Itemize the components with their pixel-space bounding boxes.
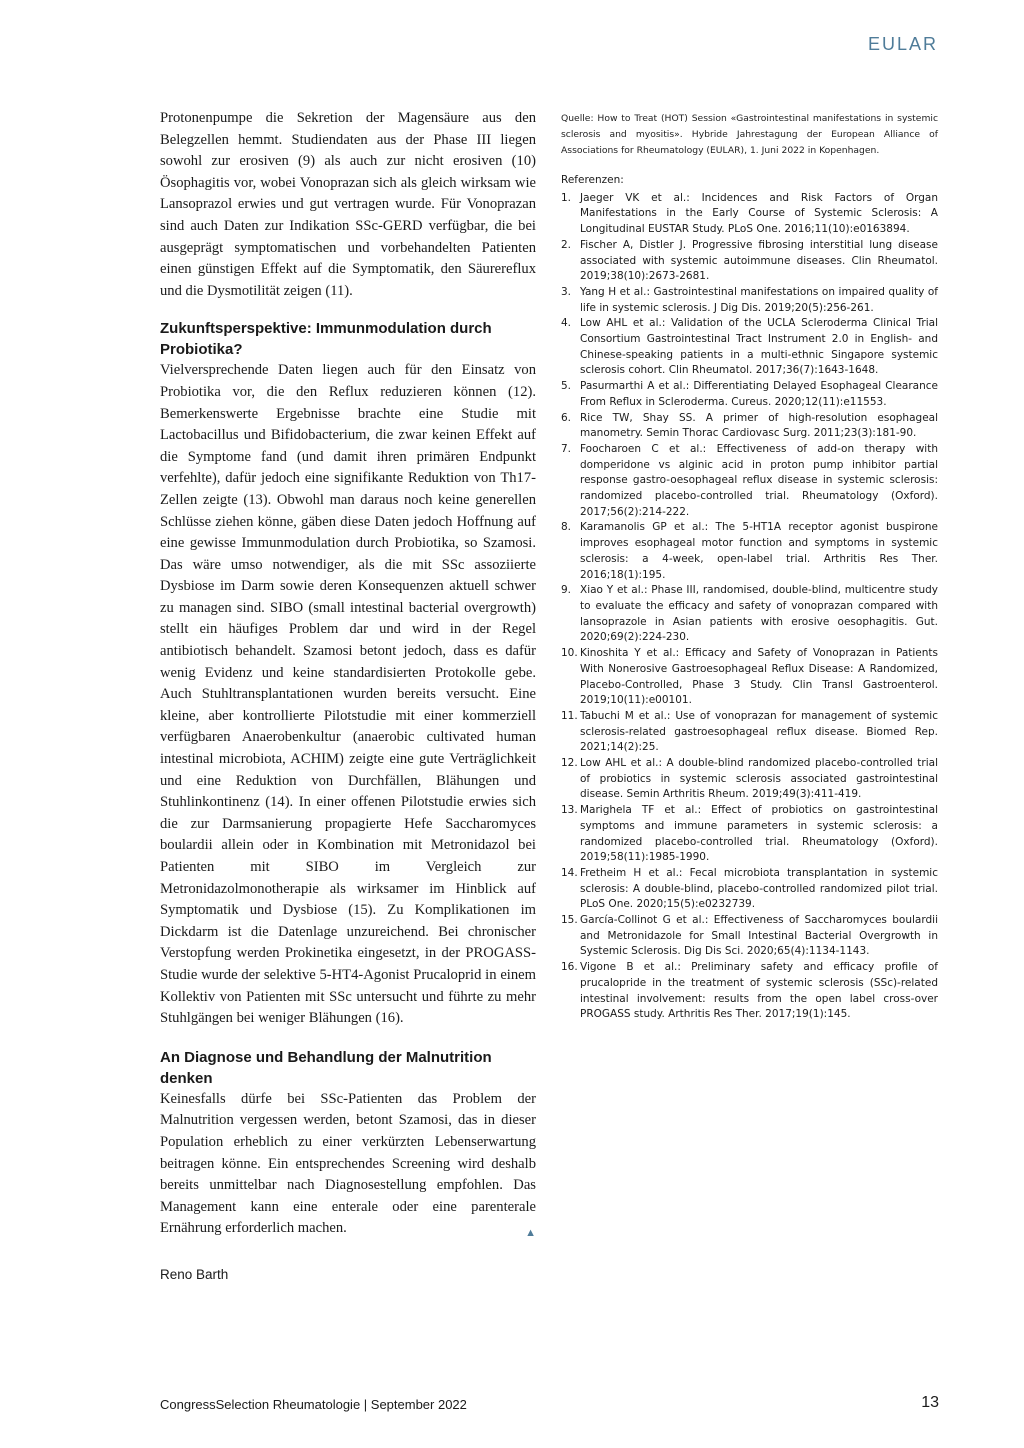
heading-malnutrition: An Diagnose und Behandlung der Malnutrition denken — [160, 1048, 492, 1087]
sidebar-references — [561, 111, 938, 1023]
reference-text: Kinoshita Y et al.: Efficacy and Safety of Vonoprazan in Patients With Nonerosive Gastroesophageal Reflux Disease: A Randomized, Placebo-Controlled, Phase 3 Study. Clin Transl Gastroenterol. 2019;10(11):e00101. — [580, 647, 938, 707]
reference-item — [561, 379, 938, 410]
reference-item — [561, 191, 938, 238]
reference-text: Jaeger VK et al.: Incidences and Risk Factors of Organ Manifestations in the Early Course of Systemic Sclerosis: A Longitudinal EUSTAR Study. PLoS One. 2016;11(10):e0163894. — [580, 191, 938, 236]
reference-number: 12. — [561, 757, 578, 770]
reference-number: 4. — [561, 317, 572, 330]
reference-item — [561, 709, 938, 756]
reference-text: Foocharoen C et al.: Effectiveness of add-on therapy with domperidone vs alginic acid in proton pump inhibitor partial response gastro-oesophageal reflux disease in systemic sclerosis: randomized placebo-controlled trial. Rheumatology (Oxford). 2017;56(2):214-222. — [580, 442, 938, 518]
paragraph-malnutrition-text: Keinesfalls dürfe bei SSc-Patienten das Problem der Malnutrition vergessen werden, betont Szamosi, das in dieser Population erheblich zu einer verkürzten Lebenserwartung beitragen könne. Ein entsprechendes Screening wird deshalb bereits unmittelbar nach Diagnosestellung empfohlen. Das Management kann eine enterale oder eine parenterale Ernährung erforderlich machen. — [160, 1090, 536, 1237]
reference-item — [561, 866, 938, 913]
reference-number: 2. — [561, 238, 572, 251]
reference-number: 8. — [561, 521, 572, 534]
reference-text: Pasurmarthi A et al.: Differentiating Delayed Esophageal Clearance From Reflux in Scleroderma. Cureus. 2020;12(11):e11553. — [580, 380, 938, 408]
reference-text: Low AHL et al.: Validation of the UCLA Scleroderma Clinical Trial Consortium Gastrointestinal Tract Instrument 2.0 in English- and Chinese-speaking patients in a multi-ethnic Singapore systemic sclerosis cohort. Clin Rheumatol. 2017;36(7):1643-1648. — [580, 317, 938, 377]
reference-number: 14. — [561, 866, 578, 879]
reference-text: Fischer A, Distler J. Progressive fibrosing interstitial lung disease associated with systemic autoimmune diseases. Clin Rheumatol. 2019;38(10):2673-2681. — [580, 238, 938, 283]
reference-item — [561, 285, 938, 316]
reference-item — [561, 756, 938, 803]
reference-item — [561, 646, 938, 709]
page-number: 13 — [921, 1394, 939, 1411]
reference-item — [561, 803, 938, 866]
reference-item — [561, 316, 938, 379]
reference-text: Low AHL et al.: A double-blind randomized placebo-controlled trial of probiotics in systemic sclerosis associated gastrointestinal disease. Semin Arthritis Rheum. 2019;49(3):411-419. — [580, 757, 938, 801]
reference-text: Karamanolis GP et al.: The 5-HT1A receptor agonist buspirone improves esophageal motor function and symptoms in systemic sclerosis: a 4-week, open-label trial. Arthritis Res Ther. 2016;18(1):195. — [580, 521, 938, 581]
reference-text: Marighela TF et al.: Effect of probiotics on gastrointestinal symptoms and immune parameters in systemic sclerosis: a randomized placebo-controlled trial. Rheumatology (Oxford). 2019;58(11):1985-1990. — [580, 804, 938, 864]
reference-item — [561, 583, 938, 646]
reference-number: 13. — [561, 804, 578, 817]
reference-number: 10. — [561, 647, 578, 660]
reference-text: García-Collinot G et al.: Effectiveness of Saccharomyces boulardii and Metronidazole for Small Intestinal Bacterial Overgrowth in Systemic Sclerosis. Dig Dis Sci. 2020;65(4):1134-1143. — [580, 914, 938, 958]
references-list — [561, 191, 938, 1023]
reference-item — [561, 238, 938, 285]
reference-number: 9. — [561, 584, 572, 597]
reference-item — [561, 411, 938, 442]
reference-number: 1. — [561, 191, 572, 204]
reference-text: Fretheim H et al.: Fecal microbiota transplantation in systemic sclerosis: A double-blind, placebo-controlled randomized pilot trial. PLoS One. 2020;15(5):e0232739. — [580, 866, 938, 911]
reference-number: 11. — [561, 709, 578, 722]
reference-number: 7. — [561, 442, 572, 455]
reference-number: 15. — [561, 914, 578, 927]
reference-number: 16. — [561, 961, 578, 974]
reference-text: Xiao Y et al.: Phase III, randomised, double-blind, multicentre study to evaluate the efficacy and safety of vonoprazan compared with lansoprazole in Asian patients with erosive oesophagitis. Gut. 2020;69(2):224-230. — [580, 584, 938, 644]
reference-text: Tabuchi M et al.: Use of vonoprazan for management of systemic sclerosis-related gastroesophageal reflux disease. Biomed Rep. 2021;14(2):25. — [580, 709, 938, 754]
reference-item — [561, 442, 938, 521]
reference-text: Yang H et al.: Gastrointestinal manifestations on impaired quality of life in systemic sclerosis. J Dig Dis. 2019;20(5):256-261. — [580, 285, 938, 314]
article-body — [160, 108, 536, 1282]
reference-text: Rice TW, Shay SS. A primer of high-resolution esophageal manometry. Semin Thorac Cardiovasc Surg. 2011;23(3):181-90. — [580, 411, 938, 440]
reference-item — [561, 960, 938, 1023]
footer-publication: CongressSelection Rheumatologie | September 2022 — [160, 1397, 467, 1412]
author: Reno Barth — [160, 1266, 229, 1282]
paragraph-probiotics: Vielversprechende Daten liegen auch für den Einsatz von Probiotika vor, die den Reflux reduzieren können (12). Bemerkenswerte Ergebnisse brachte eine Studie mit Lactobacillus und Bifidobacterium, die zwar keinen Effekt auf die Symptome fand (und damit ihren primären Endpunkt verfehlte), dafür jedoch eine signifikante Reduktion von Th17-Zellen zeigte (13). Obwohl man daraus noch keine generellen Schlüsse ziehen könne, gäben diese Daten jedoch Hoffnung auf eine gewisse Immunmodulation durch Probiotika, so Szamosi. Das wäre umso notwendiger, als die mit SSc assoziierte Dysbiose im Darm sowie deren Konsequenzen aktuell schwer zu managen sind. SIBO (small intestinal bacterial overgrowth) stellt ein häufiges Problem dar und wird in der Regel antibiotisch behandelt. Szamosi betont jedoch, dass es dafür wenig Evidenz und keine standardisierten Protokolle gebe. Auch Stuhltransplantationen wurden bereits versucht. Eine kleine, aber kontrollierte Pilotstudie mit einer kommerziell verfügbaren Anaerobenkultur (anaerobic cultivated human intestinal microbiota, ACHIM) zeigte eine gute Verträglichkeit und eine Reduktion von Durchfällen, Blähungen und Stuhlinkontinenz (14). In einer offenen Pilotstudie erwies sich die zur Darmsanierung propagierte Hefe Saccharomyces boulardii allein oder in Kombination mit Metronidazol bei Patienten mit SIBO im Vergleich zur Metronidazolmonotherapie als wirksamer im Hinblick auf Symptomatik und Dysbiose (15). Zu Komplikationen im Dickdarm ist die Datenlage unzureichend. Bei chronischer Verstopfung werden Prokinetika eingesetzt, in der PROGASS-Studie wurde der selektive 5-HT4-Agonist Prucaloprid in einem Kollektiv von Patienten mit SSc untersucht und führte zu mehr Stuhlgängen bei weniger Blähungen (16). — [160, 362, 536, 1027]
reference-number: 6. — [561, 411, 572, 424]
paragraph-intro: Protonenpumpe die Sekretion der Magensäure aus den Belegzellen hemmt. Studiendaten aus der Phase III liegen sowohl zur erosiven (9) als auch zur nicht erosiven (10) Ösophagitis vor, wobei Vonoprazan sich als gleich wirksam wie Lansoprazol erwies und gut vertragen wurde. Für Vonoprazan sind auch Daten zur Indikation SSc-GERD verfügbar, die bei ausgeprägt symptomatischen und vorbehandelten Patienten einen günstigen Effekt auf die Symptomatik, den Säurereflux und die Dysmotilität zeigen (11). — [160, 110, 536, 299]
heading-probiotics: Zukunftsperspektive: Immunmodulation durch Probiotika? — [160, 320, 492, 359]
reference-text: Vigone B et al.: Preliminary safety and efficacy profile of prucalopride in the treatment of systemic sclerosis (SSc)-related intestinal involvement: results from the open label cross-over PROGASS study. Arthritis Res Ther. 2017;19(1):145. — [580, 961, 938, 1021]
references-title: Referenzen: — [561, 174, 624, 186]
reference-number: 3. — [561, 285, 572, 298]
source-note: Quelle: How to Treat (HOT) Session «Gastrointestinal manifestations in systemic sclerosis and myositis». Hybride Jahrestagung der European Alliance of Associations for Rheumatology (EULAR), 1. Juni 2022 in Kopenhagen. — [561, 113, 938, 156]
reference-item — [561, 913, 938, 960]
reference-item — [561, 520, 938, 583]
paragraph-malnutrition — [160, 1089, 536, 1240]
reference-number: 5. — [561, 380, 572, 393]
end-of-article-triangle-icon: ▲ — [525, 1227, 536, 1240]
section-label: EULAR — [867, 34, 938, 54]
